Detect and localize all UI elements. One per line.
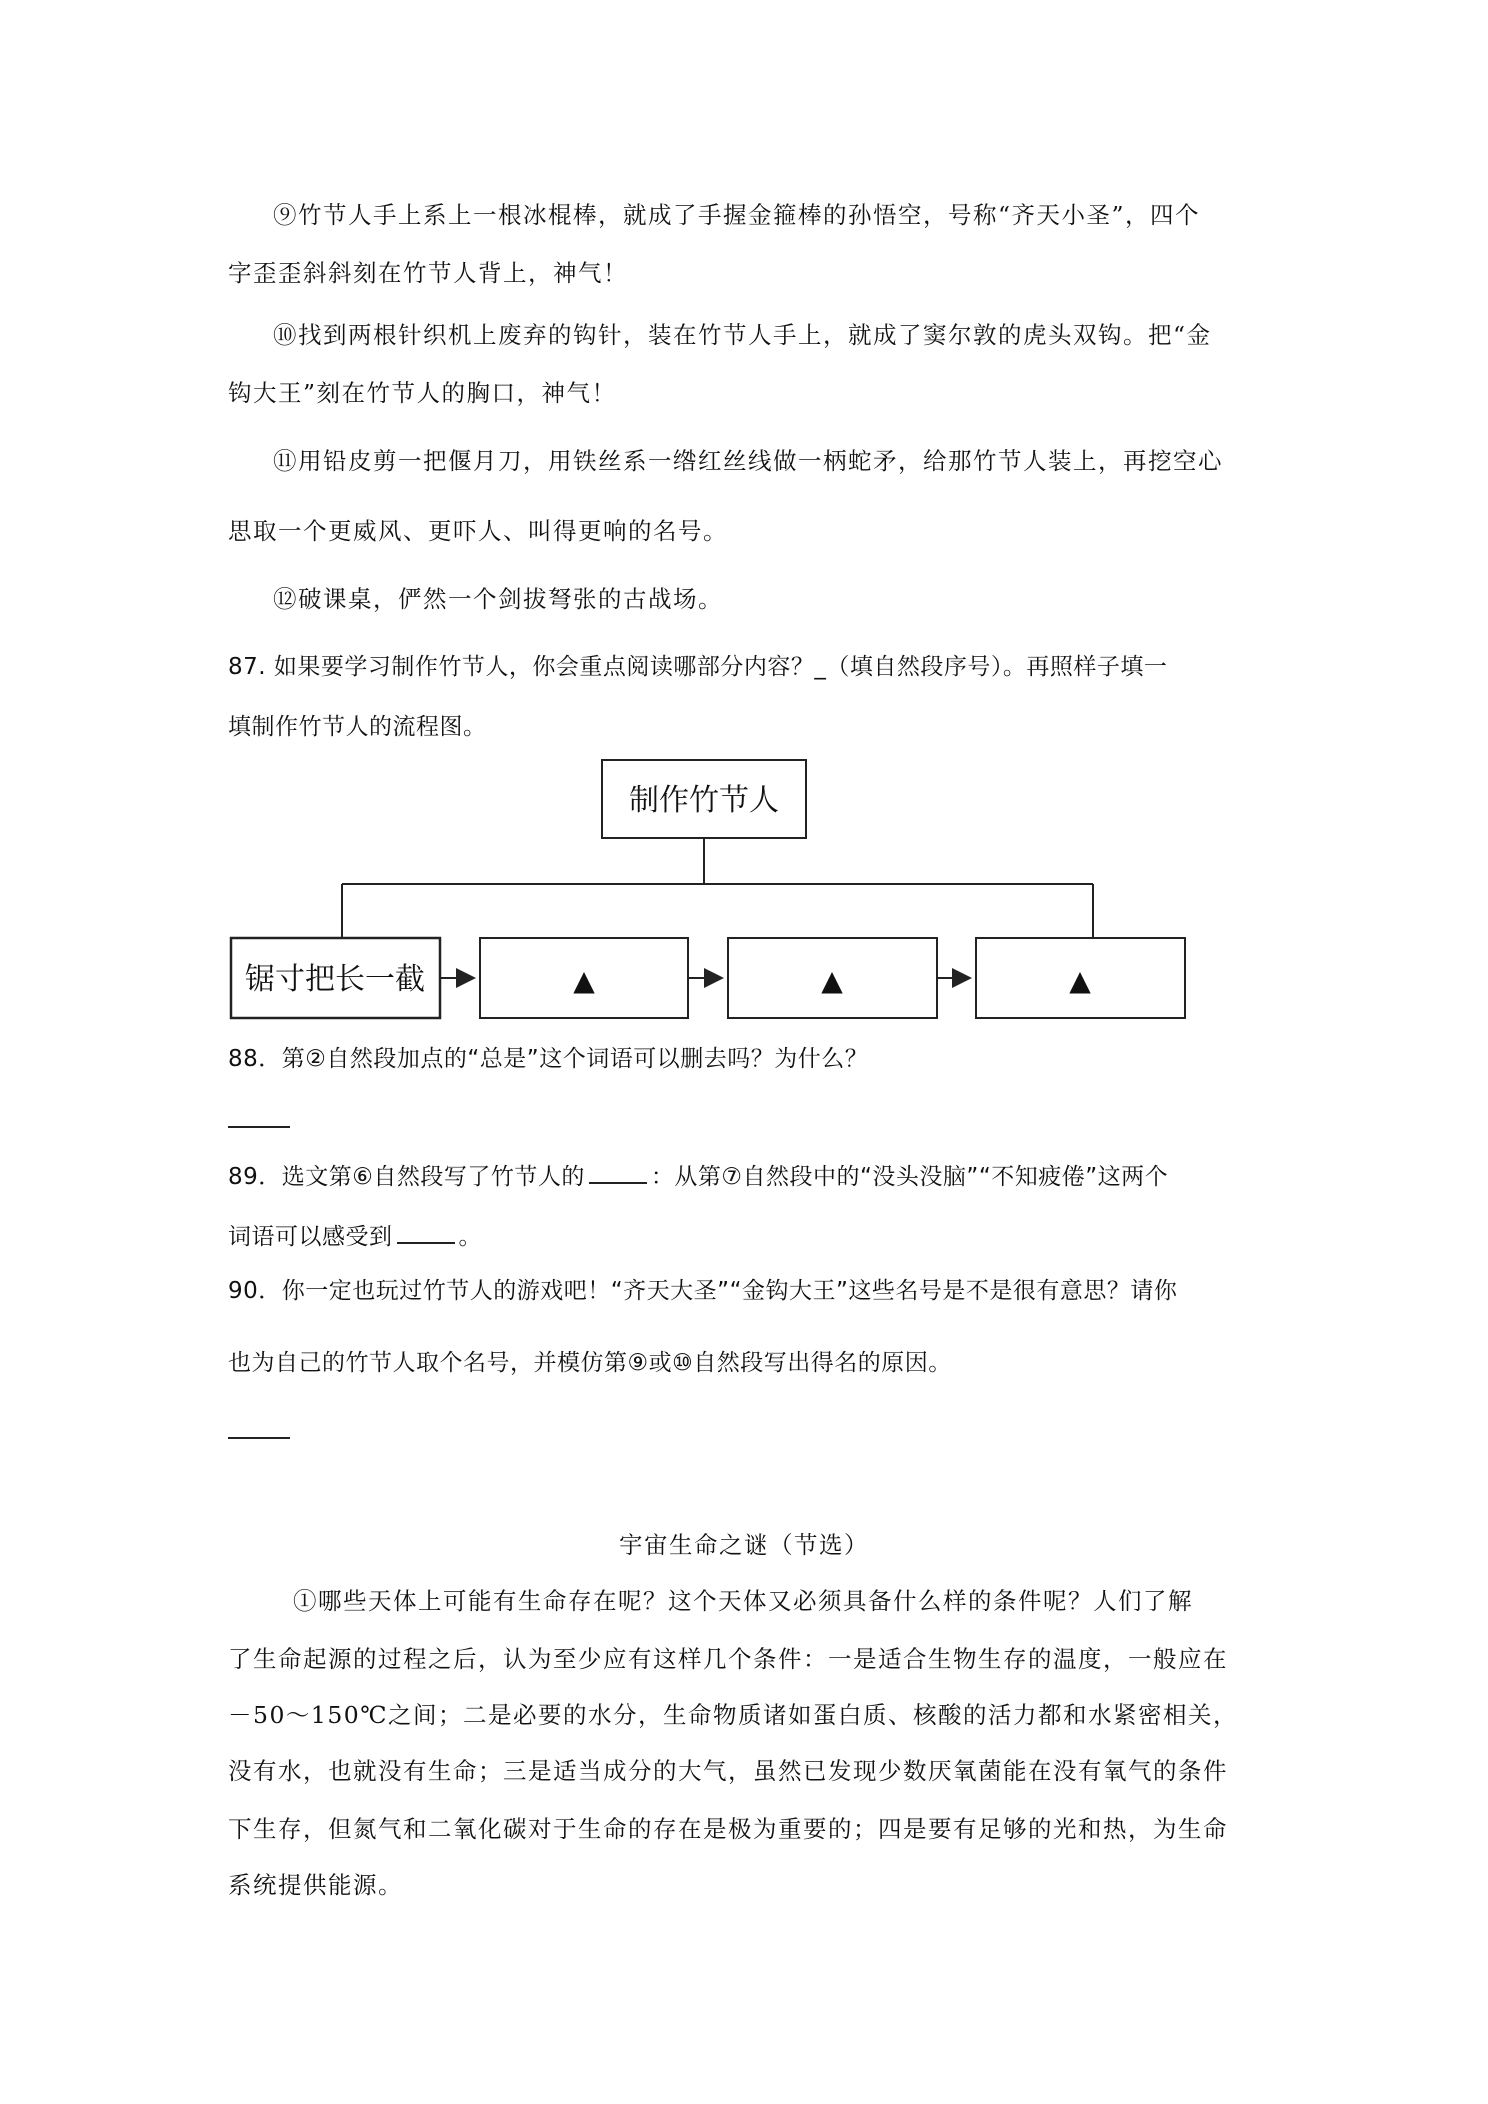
question-89-line-2 [228, 1218, 482, 1251]
question-89-text-d: 。 [458, 1224, 482, 1250]
flowchart-step-2-placeholder: ▲ [573, 964, 595, 997]
question-88: 88．第②自然段加点的“总是”这个词语可以删去吗？为什么？ [228, 1046, 869, 1072]
flowchart-step-1-label: 锯寸把长一截 [245, 962, 425, 997]
passage-2-title: 宇宙生命之谜（节选） [619, 1531, 869, 1559]
flowchart-step-4-placeholder: ▲ [1069, 964, 1091, 997]
paragraph-10-line-2: 钩大王”刻在竹节人的胸口，神气！ [228, 379, 617, 407]
flowchart-step-3-placeholder: ▲ [821, 964, 843, 997]
passage-2-p1-line-4: 没有水，也就没有生命；三是适当成分的大气，虽然已发现少数厌氧菌能在没有氧气的条件 [228, 1757, 1228, 1785]
flowchart-top-label: 制作竹节人 [629, 783, 779, 818]
question-90-line-2: 也为自己的竹节人取个名号，并模仿第⑨或⑩自然段写出得名的原因。 [228, 1350, 952, 1376]
question-90-line-1: 90．你一定也玩过竹节人的游戏吧！“齐天大圣”“金钩大王”这些名号是不是很有意思？请你 [228, 1278, 1178, 1304]
passage-2-p1-line-1: ①哪些天体上可能有生命存在呢？这个天体又必须具备什么样的条件呢？人们了解 [293, 1587, 1193, 1615]
question-89-text-c: 词语可以感受到 [228, 1224, 393, 1250]
paragraph-10-line-1: ⑩找到两根针织机上废弃的钩针，装在竹节人手上，就成了窦尔敦的虎头双钩。把“金 [273, 321, 1212, 349]
paragraph-11-line-2: 思取一个更威风、更吓人、叫得更响的名号。 [228, 517, 728, 545]
question-87-line-2: 填制作竹节人的流程图。 [228, 714, 487, 740]
paragraph-9-line-1: ⑨竹节人手上系上一根冰棍棒，就成了手握金箍棒的孙悟空，号称“齐天小圣”，四个 [273, 201, 1201, 229]
question-89-line-1 [228, 1158, 1168, 1191]
question-89-text-a: 89．选文第⑥自然段写了竹节人的 [228, 1164, 585, 1190]
passage-2-p1-line-5: 下生存，但氮气和二氧化碳对于生命的存在是极为重要的；四是要有足够的光和热，为生命 [228, 1815, 1228, 1843]
question-89-blank-1[interactable] [589, 1164, 647, 1184]
question-89-text-b: ：从第⑦自然段中的“没头没脑”“不知疲倦”这两个 [650, 1164, 1169, 1190]
passage-2-p1-line-6: 系统提供能源。 [228, 1871, 403, 1899]
question-90-answer-blank[interactable] [228, 1437, 290, 1439]
question-87-line-1: 87. 如果要学习制作竹节人，你会重点阅读哪部分内容？_（填自然段序号）。再照样子填一 [228, 654, 1168, 680]
question-88-answer-blank[interactable] [228, 1126, 290, 1128]
paragraph-11-line-1: ⑪用铅皮剪一把偃月刀，用铁丝系一绺红丝线做一柄蛇矛，给那竹节人装上，再挖空心 [273, 447, 1223, 475]
paragraph-12: ⑫破课桌，俨然一个剑拔弩张的古战场。 [273, 585, 723, 613]
passage-2-p1-line-2: 了生命起源的过程之后，认为至少应有这样几个条件：一是适合生物生存的温度，一般应在 [228, 1645, 1228, 1673]
question-89-blank-2[interactable] [397, 1224, 455, 1244]
passage-2-p1-line-3: －50～150℃之间；二是必要的水分，生命物质诸如蛋白质、核酸的活力都和水紧密相关， [228, 1701, 1239, 1729]
paragraph-9-line-2: 字歪歪斜斜刻在竹节人背上，神气！ [228, 259, 628, 287]
